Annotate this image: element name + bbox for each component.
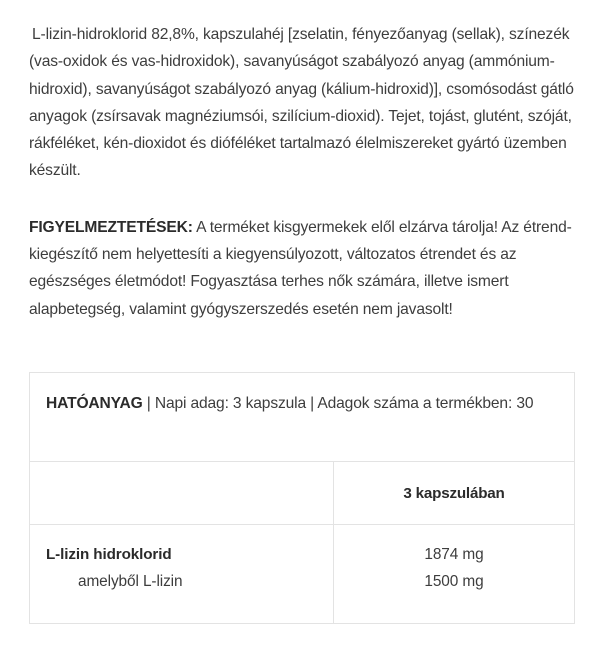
ingredient-sub-amount: 1500 mg xyxy=(424,573,484,590)
warnings-label: FIGYELMEZTETÉSEK: xyxy=(29,218,193,236)
ingredient-sub-name: amelyből L-lizin xyxy=(78,573,183,590)
ingredients-paragraph: L-lizin-hidroklorid 82,8%, kapszulahéj [zselatin, fényezőanyag (sellak), színezék (vas-oxidok és vas-hidroxidok), savanyúságot szabályozó anyag (ammónium-hidroxid), savanyúságot szabályozó anyag (kálium-hidroxid)], csomósodást gátló anyagok (zsírsavak magnéziumsói, szilícium-dioxid). Tejet, tojást, glutént, szóját, rákféléket, kén-dioxidot és dióféléket tartalmazó élelmiszereket gyártó üzemben készült. xyxy=(29,26,574,180)
table-heading-label: HATÓANYAG xyxy=(46,395,143,412)
product-description xyxy=(29,21,581,323)
row-divider xyxy=(30,524,574,525)
ingredient-amount: 1874 mg xyxy=(424,546,484,563)
amount-cell xyxy=(334,541,574,595)
column-header-amount: 3 kapszulában xyxy=(403,484,505,502)
table-heading-details: | Napi adag: 3 kapszula | Adagok száma a termékben: 30 xyxy=(142,395,534,412)
table-heading xyxy=(30,373,574,462)
ingredient-cell xyxy=(46,541,326,595)
empty-header-cell xyxy=(30,462,333,524)
warnings-text: A terméket kisgyermekek elől elzárva tárolja! Az étrend-kiegészítő nem helyettesíti a kiegyensúlyozott, változatos étrendet és az egészséges életmódot! Fogyasztása terhes nők számára, illetve ismert alapbetegség, valamint gyógyszerszedés esetén nem javasolt! xyxy=(29,218,572,318)
warnings-paragraph xyxy=(29,214,581,323)
active-ingredients-table xyxy=(29,372,575,624)
ingredient-name: L-lizin hidroklorid xyxy=(46,546,172,563)
